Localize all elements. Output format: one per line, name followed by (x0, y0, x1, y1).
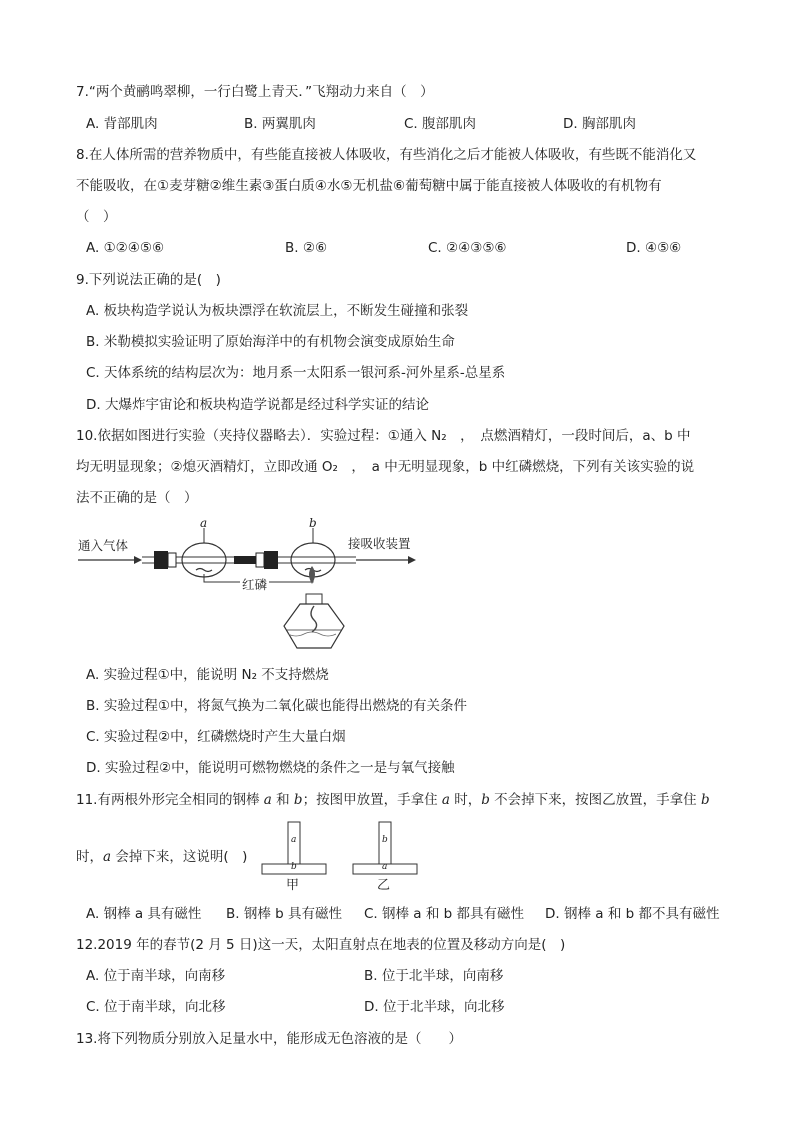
outlet-label: 接吸收装置 (348, 536, 411, 551)
q11-var-a: a (441, 792, 450, 808)
q9-option-d: D. 大爆炸宇宙论和板块构造学说都是经过科学实证的结论 (86, 397, 429, 413)
q11-text: 不会掉下来，按图乙放置，手拿住 (489, 792, 701, 808)
q8-option-d: D. ④⑤⑥ (626, 240, 682, 256)
q11-text: ；按图甲放置，手拿住 (302, 792, 442, 808)
q10-stem-line1: 10.依据如图进行实验（夹持仪器略去）．实验过程：①通入 N₂ ， 点燃酒精灯，一段时间后，a、b 中 (76, 428, 691, 444)
left-stopper (154, 551, 168, 569)
q10-option-b: B. 实验过程①中，将氮气换为二氧化碳也能得出燃烧的有关条件 (86, 698, 467, 714)
q12-option-b: B. 位于北半球，向南移 (364, 968, 504, 984)
q11-text: 11.有两根外形完全相同的钢棒 (76, 792, 264, 808)
q11-option-d: D. 钢棒 a 和 b 都不具有磁性 (545, 906, 720, 922)
q11-var-b: b (481, 792, 490, 808)
q11-text: 时， (76, 849, 103, 865)
label-red-phosphorus: 红磷 (242, 577, 268, 592)
q13-stem: 13.将下列物质分别放入足量水中，能形成无色溶液的是（ ） (76, 1031, 462, 1047)
q11-option-c: C. 钢棒 a 和 b 都具有磁性 (364, 906, 525, 922)
yi-rod-label-a: a (382, 862, 388, 872)
fig-label-jia: 甲 (286, 878, 300, 893)
q7-option-b: B. 两翼肌肉 (244, 116, 316, 132)
yi-rod-label-b: b (382, 835, 388, 845)
q11-var-b: b (293, 792, 303, 808)
lamp-body (284, 604, 344, 648)
label-b: b (309, 516, 317, 530)
q7-option-c: C. 腹部肌肉 (404, 116, 477, 132)
q11-var-b: b (700, 792, 710, 808)
q9-option-c: C. 天体系统的结构层次为：地月系一太阳系一银河系-河外星系-总星系 (86, 365, 506, 381)
fig-label-yi: 乙 (377, 878, 391, 893)
q8-stem-line2: 不能吸收，在①麦芽糖②维生素③蛋白质④水⑤无机盐⑥葡萄糖中属于能直接被人体吸收的有机物有 (76, 178, 662, 194)
q9-option-a: A. 板块构造学说认为板块漂浮在软流层上，不断发生碰撞和张裂 (86, 303, 469, 319)
jia-rod-label-a: a (291, 835, 297, 845)
q10-option-c: C. 实验过程②中，红磷燃烧时产生大量白烟 (86, 729, 346, 745)
inlet-arrowhead (134, 556, 142, 564)
q10-stem-line3: 法不正确的是（ ） (76, 490, 198, 506)
q9-stem: 9.下列说法正确的是( ) (76, 272, 221, 288)
q11-text: 会掉下来，这说明( ) (111, 849, 248, 865)
q10-option-d: D. 实验过程②中，能说明可燃物燃烧的条件之一是与氧气接触 (86, 760, 455, 776)
q7-stem: 7.“两个黄鹂鸣翠柳，一行白鹭上青天．”飞翔动力来自（ ） (76, 84, 434, 100)
q8-stem-line1: 8.在人体所需的营养物质中，有些能直接被人体吸收，有些消化之后才能被人体吸收，有些既不能消化又 (76, 147, 697, 163)
q11-stem-line1 (76, 791, 726, 809)
q11-text: 时， (449, 792, 482, 808)
bulb-a (182, 543, 226, 577)
label-a: a (200, 516, 208, 530)
q11-option-a: A. 钢棒 a 具有磁性 (86, 906, 202, 922)
lamp-wick (311, 606, 317, 632)
q11-text: 和 (271, 792, 294, 808)
magnet-rods-figure (260, 820, 430, 892)
q8-option-a: A. ①②④⑤⑥ (86, 240, 165, 256)
q8-option-c: C. ②④③⑤⑥ (428, 240, 507, 256)
q10-option-a: A. 实验过程①中，能说明 N₂ 不支持燃烧 (86, 667, 329, 683)
outlet-arrowhead (408, 556, 416, 564)
q7-option-a: A. 背部肌肉 (86, 116, 158, 132)
middle-joint (234, 556, 256, 564)
q12-option-a: A. 位于南半球，向南移 (86, 968, 226, 984)
q11-option-b: B. 钢棒 b 具有磁性 (226, 906, 342, 922)
q11-var-a: a (103, 849, 112, 865)
q8-stem-line3: （ ） (76, 209, 117, 225)
q8-option-b: B. ②⑥ (285, 240, 328, 256)
q10-stem-line2: 均无明显现象；②熄灭酒精灯，立即改通 O₂ ， a 中无明显现象，b 中红磷燃烧，下列有关该实验的说 (76, 459, 695, 475)
jia-rod-label-b: b (291, 862, 297, 872)
q12-option-d: D. 位于北半球，向北移 (364, 999, 505, 1015)
q7-option-d: D. 胸部肌肉 (563, 116, 636, 132)
right-stopper (264, 551, 278, 569)
q11-var-a: a (263, 792, 272, 808)
q12-stem: 12.2019 年的春节(2 月 5 日)这一天，太阳直射点在地表的位置及移动方向是( ) (76, 937, 566, 953)
lamp-wick-holder (306, 594, 322, 604)
inlet-label: 通入气体 (78, 538, 129, 553)
q12-option-c: C. 位于南半球，向北移 (86, 999, 226, 1015)
q9-option-b: B. 米勒模拟实验证明了原始海洋中的有机物会演变成原始生命 (86, 334, 455, 350)
combustion-apparatus-figure (76, 518, 426, 656)
